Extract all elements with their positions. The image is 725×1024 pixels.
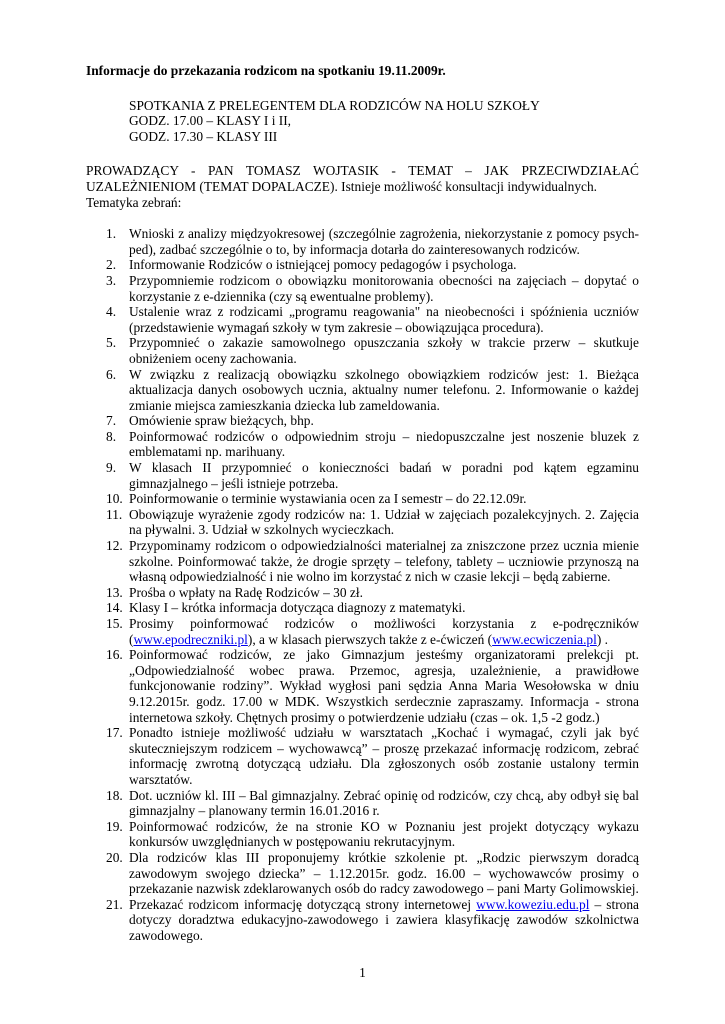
list-item [86, 413, 639, 429]
list-item [86, 429, 639, 460]
item-text: Omówienie spraw bieżących, bhp. [129, 413, 314, 429]
list-item [86, 647, 639, 725]
item-text: Poinformować rodziców o odpowiednim stroju – niedopuszczalne jest noszenie bluzek z emblematami np. marihuany. [129, 428, 639, 460]
item-number: 2. [106, 257, 117, 273]
list-item [86, 850, 639, 897]
item-text-part: ) . [596, 631, 608, 647]
item-text: Poinformowanie o terminie wystawiania ocen za I semestr – do 22.12.09r. [129, 491, 527, 507]
item-text-part: Przekazać rodzicom informację dotyczącą strony internetowej [129, 896, 477, 912]
meeting-line: GODZ. 17.00 – KLASY I i II, [129, 113, 292, 129]
item-number: 21. [106, 896, 123, 912]
koweziu-link[interactable]: www.koweziu.edu.pl [476, 896, 590, 912]
item-text: W związku z realizacją obowiązku szkolnego obowiązkiem rodziców jest: 1. Bieżąca aktualizacja danych osobowych ucznia, aktualny numer telefonu. 2. Informowanie o każdej zmianie miejsca zamieszkania dziecka lub zameldowania. [129, 366, 639, 413]
item-number: 3. [106, 272, 117, 288]
list-item [86, 538, 639, 585]
item-text [129, 616, 639, 647]
item-text: W klasach II przypomnieć o konieczności badań w poradni pod kątem egzaminu gimnazjalnego – jeśli istnieje potrzeba. [129, 460, 639, 491]
presenter-paragraph: PROWADZĄCY - PAN TOMASZ WOJTASIK - TEMAT – JAK PRZECIWDZIAŁAĆ UZALEŻNIENIOM (TEMAT DOPALACZE). Istnieje możliwość konsultacji indywidualnych. [86, 163, 639, 194]
list-item [86, 491, 639, 507]
item-text: Przypominamy rodzicom o odpowiedzialności materialnej za zniszczone przez ucznia mienie szkolne. Poinformować także, że drogie sprzęty – telefony, tablety – uczniowie przynoszą na własną odpowiedzialność i nie wolno im korzystać z nich w czasie lekcji – będą zabierne. [129, 538, 639, 585]
list-item [86, 273, 639, 304]
item-number: 14. [106, 600, 123, 616]
item-number: 19. [106, 818, 123, 834]
list-item [86, 257, 639, 273]
item-number: 13. [106, 584, 123, 600]
list-item [86, 585, 639, 601]
item-text: Ponadto istnieje możliwość udziału w warsztatach „Kochać i wymagać, czyli jak być skuteczniejszym rodzicem – wychowawcą” – proszę przekazać informację rodzicom, zebrać informację zwrotną dotyczącą udziału. Dla zgłoszonych osób zostanie ustalony termin warsztatów. [129, 725, 639, 787]
topics-label: Tematyka zebrań: [86, 194, 182, 210]
list-item [86, 335, 639, 366]
item-text: Prośba o wpłaty na Radę Rodziców – 30 zł. [129, 584, 363, 600]
item-text: Wnioski z analizy międzyokresowej (szczególnie zagrożenia, niekorzystanie z pomocy psych-ped), zadbać szczególnie o to, by informacja dotarła do zainteresowanych rodziców. [129, 226, 639, 257]
meeting-info [129, 98, 639, 145]
list-item [86, 725, 639, 787]
document-title: Informacje do przekazania rodzicom na spotkaniu 19.11.2009r. [86, 63, 446, 78]
epodreczniki-link[interactable]: www.epodreczniki.pl [133, 631, 248, 647]
list-item [86, 819, 639, 850]
item-number: 11. [106, 506, 123, 522]
page-number: 1 [359, 965, 366, 980]
item-number: 16. [106, 647, 123, 663]
list-item [86, 616, 639, 647]
item-text-part: ), a w klasach pierwszych także z e-ćwiczeń ( [247, 631, 493, 647]
list-item [86, 367, 639, 414]
list-item [86, 600, 639, 616]
item-text: Poinformować rodziców, że na stronie KO w Poznaniu jest projekt dotyczący wykazu konkursów uwzględnianych w postępowaniu rekrutacyjnym. [129, 818, 639, 850]
list-item [86, 897, 639, 944]
item-text: Informowanie Rodziców o istniejącej pomocy pedagogów i psychologa. [129, 257, 517, 273]
list-item [86, 304, 639, 335]
list-item [86, 460, 639, 491]
item-text: Przypomnieć o zakazie samowolnego opuszczania szkoły w trakcie przerw – skutkuje obniżeniem oceny zachowania. [129, 335, 639, 366]
item-text-part: – strona dotyczy doradztwa edukacyjno-zawodowego i zawiera klasyfikację zawodów szkolnictwa zawodowego. [129, 896, 639, 943]
topics-list [86, 226, 639, 943]
item-text [129, 897, 639, 944]
item-text: Przypomniemie rodzicom o obowiązku monitorowania obecności na zajęciach – dopytać o korzystanie z e-dziennika (czy są ewentualne problemy). [129, 272, 639, 304]
item-number: 9. [106, 460, 117, 476]
item-text: Dla rodziców klas III proponujemy krótkie szkolenie pt. „Rodzic pierwszym doradcą zawodowym swojego dziecka” – 1.12.2015r. godz. 16.00 – wychowawców prosimy o przekazanie nazwisk zdeklarowanych osób do radcy zawodowego – pani Marty Golimowskiej. [129, 849, 639, 897]
item-number: 12. [106, 538, 123, 554]
item-number: 6. [106, 366, 117, 382]
meeting-line: SPOTKANIA Z PRELEGENTEM DLA RODZICÓW NA HOLU SZKOŁY [129, 97, 540, 113]
item-text-part: Prosimy poinformować rodziców o możliwości korzystania z e-podręczników ( [129, 616, 639, 647]
item-number: 20. [106, 849, 123, 865]
item-number: 18. [106, 787, 123, 803]
item-number: 7. [106, 413, 117, 429]
item-number: 17. [106, 725, 123, 741]
list-item [86, 226, 639, 257]
item-number: 15. [106, 616, 123, 631]
item-number: 1. [106, 226, 117, 242]
item-number: 10. [106, 491, 123, 507]
item-number: 8. [106, 428, 117, 444]
item-number: 5. [106, 335, 117, 351]
list-item [86, 788, 639, 819]
ecwiczenia-link[interactable]: www.ecwiczenia.pl [492, 631, 597, 647]
item-text: Poinformować rodziców, ze jako Gimnazjum jesteśmy organizatorami prelekcji pt. „Odpowiedzialność wobec prawa. Przemoc, agresja, uzależnienie, a prawidłowe funkcjonowanie rodziny”. Wykład wygłosi pani sędzia Anna Maria Wesołowska w dniu 9.12.2015r. godz. 17.00 w MDK. Wszystkich serdecznie zapraszamy. Informacja - strona internetowa szkoły. Chętnych prosimy o potwierdzenie udziału (czas – ok. 1,5 -2 godz.) [129, 647, 639, 725]
item-text: Klasy I – krótka informacja dotycząca diagnozy z matematyki. [129, 600, 466, 616]
meeting-line: GODZ. 17.30 – KLASY III [129, 128, 278, 144]
item-text: Obowiązuje wyrażenie zgody rodziców na: 1. Udział w zajęciach pozalekcyjnych. 2. Zajęcia na pływalni. 3. Udział w szkolnych wycieczkach. [129, 506, 639, 538]
item-text: Ustalenie wraz z rodzicami „programu reagowania" na nieobecności i spóźnienia uczniów (przedstawienie wymagań szkoły w tym zakresie – obowiązująca procedura). [129, 304, 639, 335]
item-text: Dot. uczniów kl. III – Bal gimnazjalny. Zebrać opinię od rodziców, czy chcą, aby odbył się bal gimnazjalny – planowany termin 16.01.2016 r. [129, 787, 639, 819]
item-number: 4. [106, 304, 117, 320]
list-item [86, 507, 639, 538]
